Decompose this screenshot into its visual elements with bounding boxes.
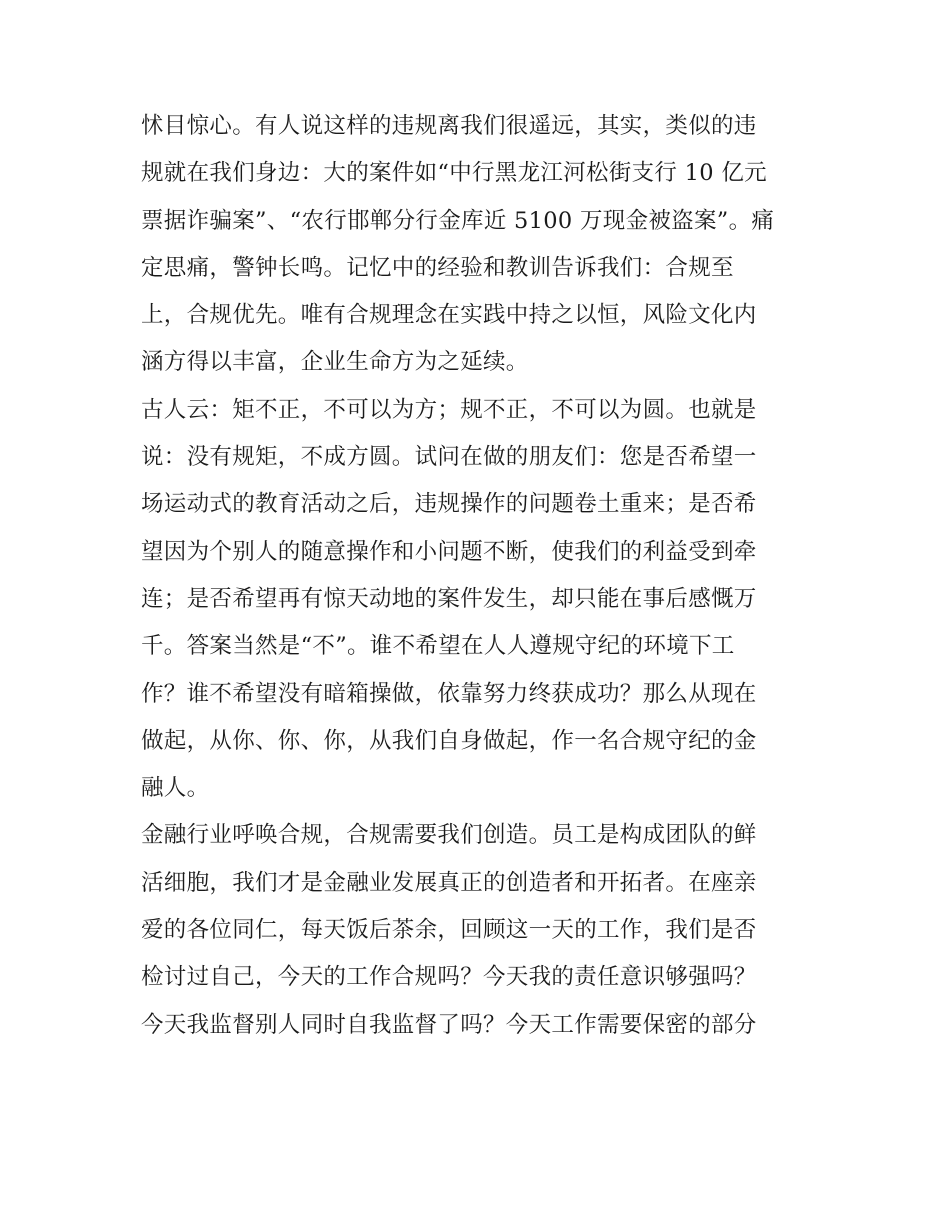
text-line: 今天我监督别人同时自我监督了吗？今天工作需要保密的部分 — [141, 1011, 757, 1038]
text-line: 作？谁不希望没有暗箱操做，依靠努力终获成功？那么从现在 — [141, 680, 757, 707]
text-line: 连；是否希望再有惊天动地的案件发生，却只能在事后感慨万 — [141, 585, 757, 612]
text-line: 古人云：矩不正，不可以为方；规不正，不可以为圆。也就是 — [141, 396, 757, 423]
text-line: 融人。 — [141, 775, 210, 802]
text-line: 涵方得以丰富，企业生命方为之延续。 — [141, 349, 529, 376]
text-line: 千。答案当然是“不”。谁不希望在人人遵规守纪的环境下工 — [141, 633, 735, 660]
text-line: 做起，从你、你、你，从我们自身做起，作一名合规守纪的金 — [141, 727, 757, 754]
text-line: 怵目惊心。有人说这样的违规离我们很遥远，其实，类似的违 — [141, 113, 757, 139]
text-line: 场运动式的教育活动之后，违规操作的问题卷土重来；是否希 — [141, 491, 757, 518]
text-line: 金融行业呼唤合规，合规需要我们创造。员工是构成团队的鲜 — [141, 822, 757, 849]
text-line: 望因为个别人的随意操作和小问题不断，使我们的利益受到牵 — [141, 538, 757, 565]
text-line: 说：没有规矩，不成方圆。试问在做的朋友们：您是否希望一 — [141, 444, 757, 471]
text-line: 定思痛，警钟长鸣。记忆中的经验和教训告诉我们：合规至 — [141, 254, 734, 281]
text-line: 爱的各位同仁，每天饭后茶余，回顾这一天的工作，我们是否 — [141, 917, 757, 944]
text-line: 上，合规优先。唯有合规理念在实践中持之以恒，风险文化内 — [141, 302, 757, 329]
text-line: 规就在我们身边：大的案件如“中行黑龙江河松街支行 10 亿元 — [141, 160, 767, 187]
text-line: 票据诈骗案”、“农行邯郸分行金库近 5100 万现金被盗案”。痛 — [141, 207, 775, 234]
text-line: 检讨过自己，今天的工作合规吗？今天我的责任意识够强吗？ — [141, 964, 757, 991]
body-text — [141, 103, 821, 1049]
text-line: 活细胞，我们才是金融业发展真正的创造者和开拓者。在座亲 — [141, 869, 757, 896]
